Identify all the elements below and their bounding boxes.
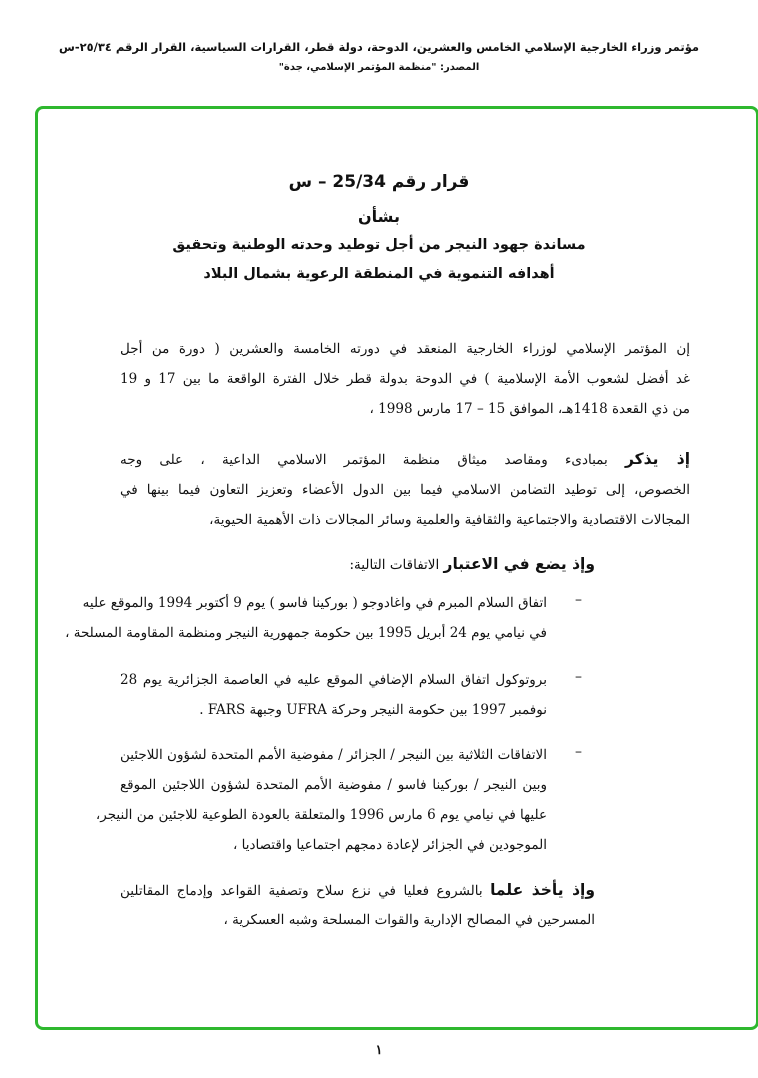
recalling-lead: إذ يذكر [624,450,691,468]
agreement-line: بروتوكول اتفاق السلام الإضافي الموقع عليه في العاصمة الجزائرية يوم 28 [120,672,547,688]
document-source: المصدر: "منظمة المؤتمر الإسلامي، جدة" [278,62,480,73]
considering-line [120,554,595,575]
document-header-title: مؤتمر وزراء الخارجية الإسلامي الخامس والعشرين، الدوحة، دولة قطر، القرارات السياسية، القرار الرقم ٢٥/٣٤-س [58,40,700,54]
bullet-dash: – [575,592,582,608]
recalling-line [120,449,690,470]
agreement-line: نوفمبر 1997 بين حكومة النيجر وحركة UFRA وجبهة FARS . [199,702,547,718]
agreement-line: عليها في نيامي يوم 6 مارس 1996 والمتعلقة بالعودة الطوعية للاجئين من النيجر، [95,807,547,823]
preamble-line: إن المؤتمر الإسلامي لوزراء الخارجية المنعقد في دورته الخامسة والعشرين ( دورة من أجل [120,341,690,357]
noting-text: بالشروع فعليا في نزع سلاح وتصفية القواعد وإدماج المقاتلين [120,883,483,899]
noting-line [120,880,595,901]
page-number: ١ [375,1043,383,1058]
recalling-line: الخصوص، إلى توطيد التضامن الاسلامي فيما بين الدول الأعضاء وتعزيز التعاون فيما بينها في [120,482,690,498]
resolution-subject-line: أهدافه التنموية في المنطقة الرعوية بشمال البلاد [203,266,555,282]
agreement-line: الاتفاقات الثلاثية بين النيجر / الجزائر / مفوضية الأمم المتحدة لشؤون اللاجئين [120,747,547,763]
resolution-subject-line: مساندة جهود النيجر من أجل توطيد وحدته الوطنية وتحقيق [172,237,586,253]
bullet-dash: – [575,669,582,685]
recalling-line: المجالات الاقتصادية والاجتماعية والثقافية والعلمية وسائر المجالات ذات الأهمية الحيوية، [209,512,690,528]
recalling-text: بمبادىء ومقاصد ميثاق منظمة المؤتمر الاسلامي الداعية ، على وجه [120,452,608,468]
resolution-number: قرار رقم 25/34 – س [288,172,470,192]
considering-lead: وإذ يضع في الاعتبار [443,555,595,573]
agreement-line: في نيامي يوم 24 أبريل 1995 بين حكومة جمهورية النيجر ومنظمة المقاومة المسلحة ، [65,625,547,641]
noting-line: المسرحين في المصالح الإدارية والقوات المسلحة وشبه العسكرية ، [223,912,595,928]
agreement-line: الموجودين في الجزائر لإعادة دمجهم اجتماعيا واقتصاديا ، [232,837,547,853]
agreement-line: وبين النيجر / بوركينا فاسو / مفوضية الأمم المتحدة لشؤون اللاجئين الموقع [120,777,547,793]
preamble-line: من ذي القعدة 1418هـ، الموافق 15 – 17 مارس 1998 ، [369,401,690,417]
preamble-line: غد أفضل لشعوب الأمة الإسلامية ) في الدوحة بدولة قطر خلال الفترة الواقعة ما بين 17 و 19 [120,371,690,387]
noting-lead: وإذ يأخذ علما [490,881,595,899]
resolution-regarding: بشأن [358,207,400,226]
bullet-dash: – [575,744,582,760]
considering-text: الاتفاقات التالية: [349,557,440,573]
agreement-line: اتفاق السلام المبرم في واغادوجو ( بوركينا فاسو ) يوم 9 أكتوبر 1994 والموقع عليه [82,595,547,611]
